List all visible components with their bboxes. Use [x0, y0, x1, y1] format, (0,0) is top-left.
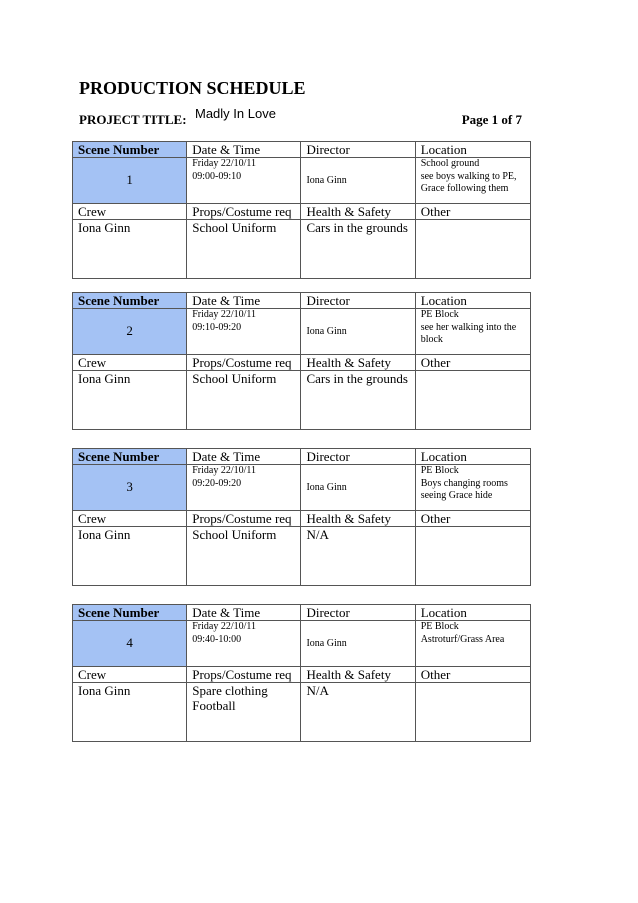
other-label: Other	[415, 667, 530, 683]
director-value: Iona Ginn	[301, 158, 415, 204]
date-text: Friday 22/10/11	[192, 158, 257, 169]
date-time-label: Date & Time	[187, 142, 301, 158]
health-safety-label: Health & Safety	[301, 511, 415, 527]
health-safety-label: Health & Safety	[301, 667, 415, 683]
props-label: Props/Costume req	[187, 667, 301, 683]
director-value: Iona Ginn	[301, 621, 415, 667]
director-label: Director	[301, 142, 415, 158]
other-value	[415, 371, 530, 430]
director-value: Iona Ginn	[301, 309, 415, 355]
health-safety-value: Cars in the grounds	[301, 371, 415, 430]
scene-table-4	[72, 604, 531, 742]
date-time-value	[187, 465, 301, 511]
crew-value: Iona Ginn	[73, 527, 187, 586]
time-text: 09:20-09:20	[192, 477, 242, 489]
project-title-value: Madly In Love	[195, 106, 276, 121]
health-safety-label: Health & Safety	[301, 204, 415, 220]
director-value: Iona Ginn	[301, 465, 415, 511]
date-time-value	[187, 309, 301, 355]
crew-label: Crew	[73, 204, 187, 220]
date-time-label: Date & Time	[187, 605, 301, 621]
time-text: 09:40-10:00	[192, 633, 242, 645]
other-value	[415, 220, 530, 279]
location-value	[415, 465, 530, 511]
location-line: see her walking into the	[420, 321, 517, 333]
scene-number-label: Scene Number	[73, 293, 187, 309]
other-value	[415, 683, 530, 742]
crew-value: Iona Ginn	[73, 371, 187, 430]
props-value	[187, 220, 301, 279]
props-label: Props/Costume req	[187, 511, 301, 527]
location-label: Location	[415, 449, 530, 465]
scene-number-label: Scene Number	[73, 142, 187, 158]
health-safety-value: N/A	[301, 527, 415, 586]
location-label: Location	[415, 293, 530, 309]
date-text: Friday 22/10/11	[192, 465, 257, 476]
props-line: School Uniform	[192, 220, 277, 235]
other-value	[415, 527, 530, 586]
location-line: see boys walking to PE,	[420, 170, 517, 182]
project-title-label: PROJECT TITLE:	[79, 112, 187, 127]
other-label: Other	[415, 355, 530, 371]
props-value	[187, 527, 301, 586]
location-line: School ground	[420, 158, 480, 169]
location-line: PE Block	[420, 309, 459, 320]
location-line: PE Block	[420, 621, 459, 632]
location-label: Location	[415, 142, 530, 158]
other-label: Other	[415, 511, 530, 527]
page-number: Page 1 of 7	[461, 112, 522, 127]
date-text: Friday 22/10/11	[192, 309, 257, 320]
props-line: Football	[192, 698, 236, 713]
scene-number-value: 3	[73, 465, 187, 511]
director-label: Director	[301, 449, 415, 465]
date-text: Friday 22/10/11	[192, 621, 257, 632]
location-value	[415, 621, 530, 667]
location-line: Grace following them	[420, 183, 509, 194]
scene-table-1	[72, 141, 531, 279]
other-label: Other	[415, 204, 530, 220]
props-line: School Uniform	[192, 371, 277, 386]
date-time-label: Date & Time	[187, 449, 301, 465]
location-line: block	[420, 334, 443, 345]
location-line: Astroturf/Grass Area	[420, 633, 505, 645]
health-safety-value: Cars in the grounds	[301, 220, 415, 279]
props-line: Spare clothing	[192, 683, 268, 698]
scene-number-value: 4	[73, 621, 187, 667]
props-label: Props/Costume req	[187, 204, 301, 220]
location-line: PE Block	[420, 465, 459, 476]
scene-number-label: Scene Number	[73, 449, 187, 465]
props-line: School Uniform	[192, 527, 277, 542]
health-safety-label: Health & Safety	[301, 355, 415, 371]
date-time-value	[187, 158, 301, 204]
props-value	[187, 371, 301, 430]
location-line: Boys changing rooms	[420, 477, 508, 489]
location-label: Location	[415, 605, 530, 621]
scene-table-3	[72, 448, 531, 586]
director-label: Director	[301, 605, 415, 621]
location-value	[415, 158, 530, 204]
time-text: 09:00-09:10	[192, 170, 242, 182]
props-label: Props/Costume req	[187, 355, 301, 371]
crew-label: Crew	[73, 355, 187, 371]
director-label: Director	[301, 293, 415, 309]
scene-number-value: 2	[73, 309, 187, 355]
date-time-label: Date & Time	[187, 293, 301, 309]
time-text: 09:10-09:20	[192, 321, 242, 333]
health-safety-value: N/A	[301, 683, 415, 742]
date-time-value	[187, 621, 301, 667]
crew-value: Iona Ginn	[73, 683, 187, 742]
location-value	[415, 309, 530, 355]
page-title: PRODUCTION SCHEDULE	[79, 78, 306, 98]
crew-label: Crew	[73, 511, 187, 527]
scene-number-value: 1	[73, 158, 187, 204]
crew-value: Iona Ginn	[73, 220, 187, 279]
scene-table-2	[72, 292, 531, 430]
scene-number-label: Scene Number	[73, 605, 187, 621]
crew-label: Crew	[73, 667, 187, 683]
location-line: seeing Grace hide	[420, 490, 493, 501]
props-value	[187, 683, 301, 742]
